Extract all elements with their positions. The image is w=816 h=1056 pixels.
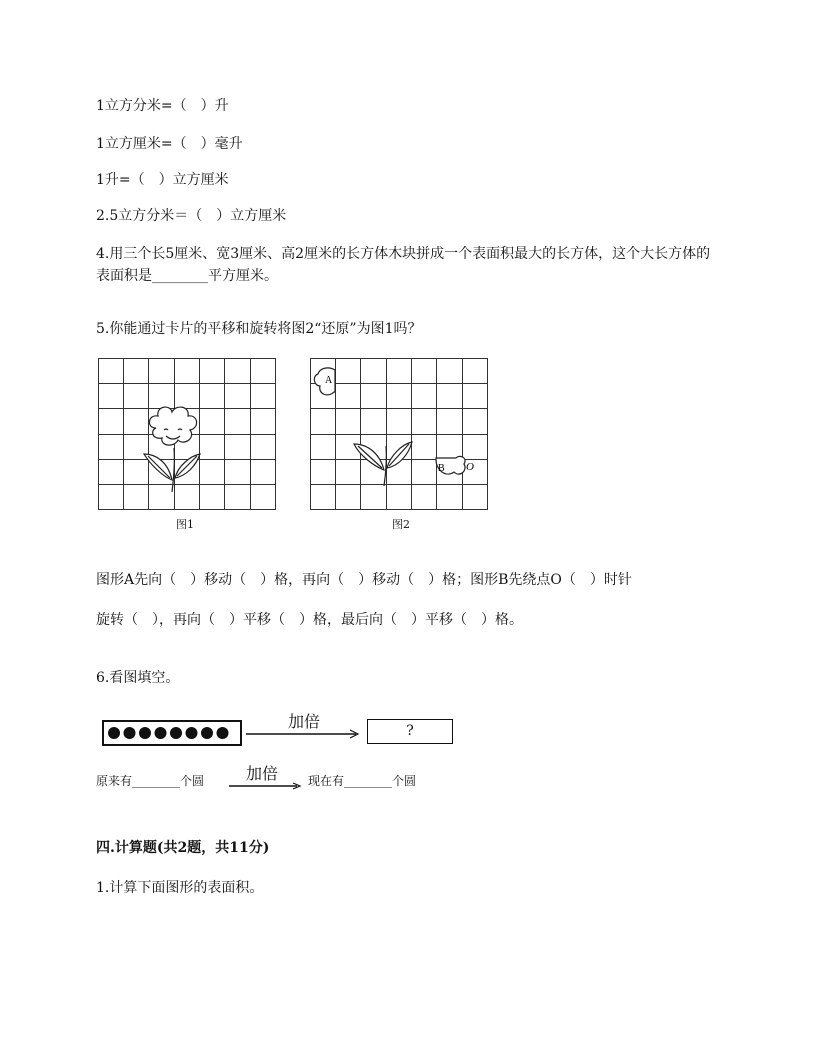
dot (201, 727, 213, 739)
q5-answer-line-2: 旋转（ ），再向（ ）平移（ ）格，最后向（ ）平移（ ）格。 (96, 612, 523, 628)
q4: 4.用三个长5厘米、宽3厘米、高2厘米的长方体木块拼成一个表面积最大的长方体，这个大长方体的表面积是________平方厘米。 (96, 246, 711, 284)
result-box (367, 719, 453, 744)
row-original: 原来有________个圆 (96, 774, 205, 788)
dot (186, 727, 198, 739)
figure-1-caption: 图1 (176, 518, 194, 531)
q1a: 1立方分米=（ ）升 (96, 98, 229, 114)
dot (217, 727, 229, 739)
dot (155, 727, 167, 739)
dots-box (102, 720, 242, 746)
q1b: 1立方厘米=（ ）毫升 (96, 136, 243, 152)
label-a: A (325, 375, 333, 386)
dot (139, 727, 151, 739)
flower-icon (144, 407, 200, 492)
double-arrow (246, 728, 362, 740)
q5-answer-line-1: 图形A先向（ ）移动（ ）格，再向（ ）移动（ ）格；图形B先绕点O（ ）时针 (96, 572, 632, 588)
label-o: O (466, 461, 474, 473)
question-mark: ? (406, 723, 414, 739)
row-arrow (229, 781, 303, 791)
dot (170, 727, 182, 739)
figure-1-grid (98, 358, 276, 510)
q6: 6.看图填空。 (96, 670, 180, 686)
row-now: 现在有________个圆 (308, 774, 417, 788)
figure-2-grid (310, 358, 488, 510)
label-b: B (438, 463, 445, 474)
dot (108, 727, 120, 739)
q5: 5.你能通过卡片的平移和旋转将图2“还原”为图1吗？ (96, 321, 422, 337)
figure-2-caption: 图2 (392, 518, 410, 531)
q2: 2.5立方分米＝（ ）立方厘米 (96, 208, 287, 224)
q1c: 1升=（ ）立方厘米 (96, 172, 229, 188)
row-arrow-label: 加倍 (246, 764, 279, 783)
section-4-heading: 四.计算题(共2题，共11分) (96, 840, 270, 856)
dot (124, 727, 136, 739)
arrow-label: 加倍 (288, 712, 321, 731)
leaves-icon (354, 442, 412, 486)
calc-1: 1.计算下面图形的表面积。 (96, 880, 264, 896)
